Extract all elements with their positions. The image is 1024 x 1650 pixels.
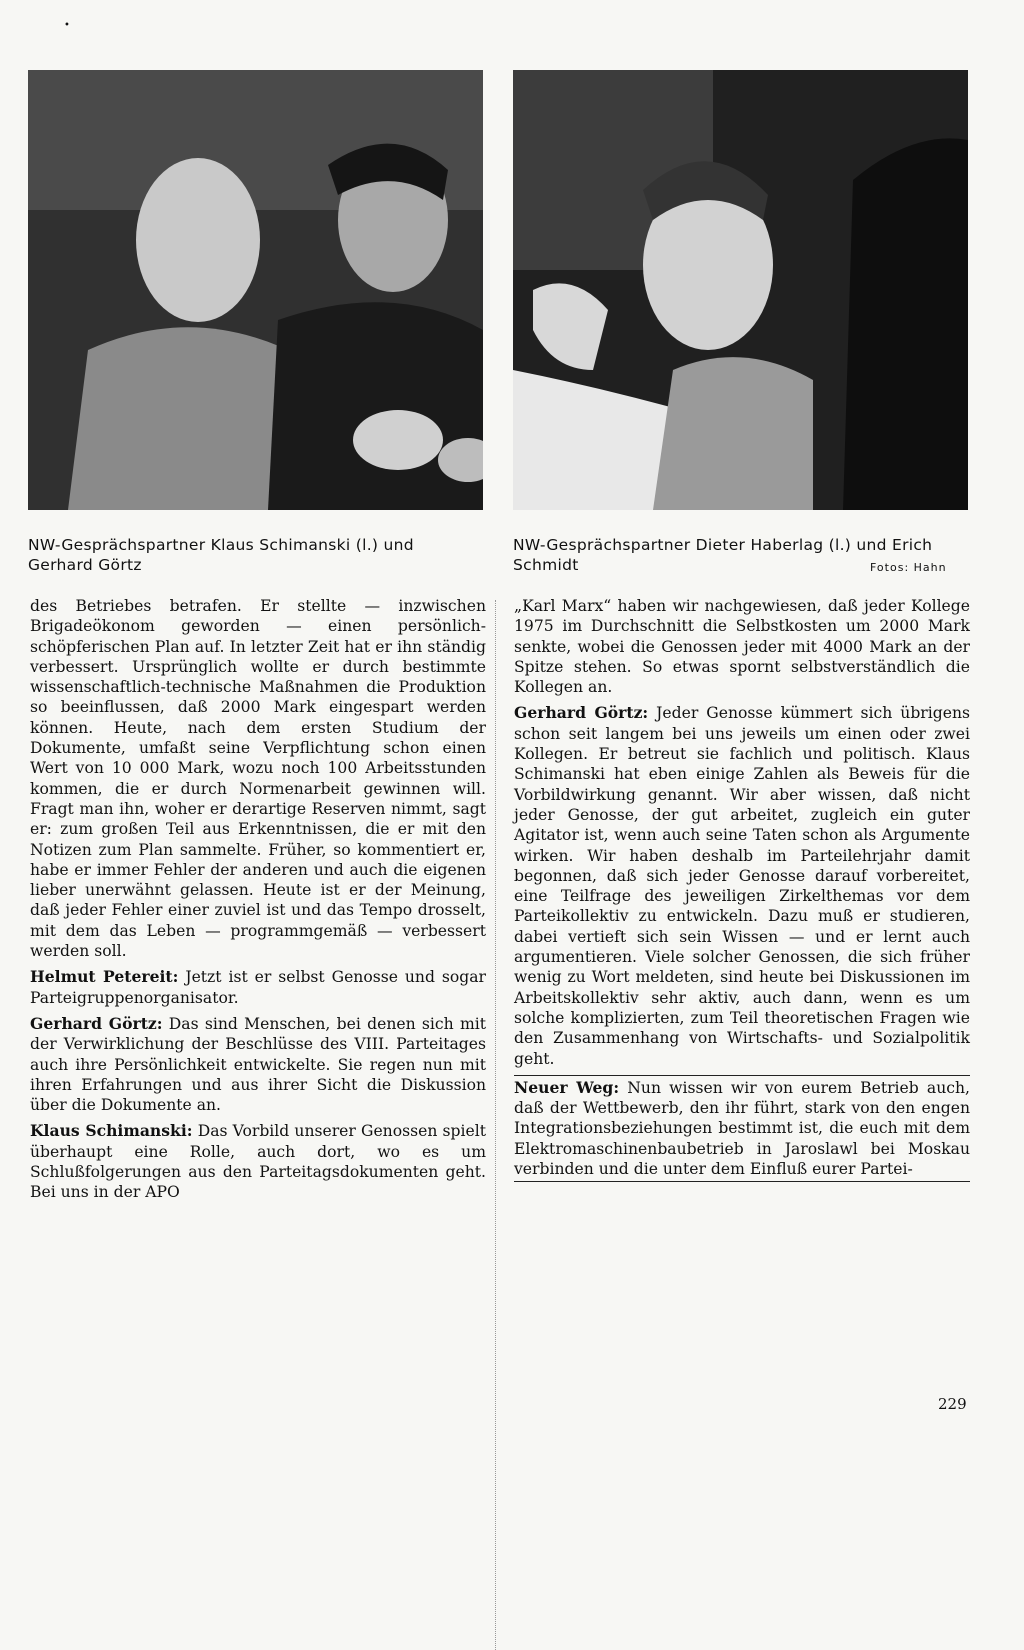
paragraph — [30, 967, 486, 1008]
speaker-text: Nun wissen wir von eurem Betrieb auch, daß der Wettbewerb, den ihr führt, stark von den engen Integrationsbeziehungen bestimmt ist, die euch mit dem Elektromaschinenbaubetrieb in Jaroslawl bei Moskau verbinden und die unter dem Einfluß eurer Partei- — [514, 1078, 970, 1179]
speaker-text: Das sind Menschen, bei denen sich mit der Verwirklichung der Beschlüsse des VIII. Parteitages auch ihre Persönlichkeit entwickelte. Sie regen nun mit ihren Erfahrungen und aus ihrer Sicht die Diskussion über die Dokumente an. — [30, 1014, 486, 1115]
speaker-name: Gerhard Görtz: — [514, 703, 649, 723]
photo-credit: Fotos: Hahn — [870, 561, 947, 574]
photo-schimanski-goertz — [28, 70, 483, 510]
text-column-right — [514, 596, 970, 1188]
column-divider — [495, 600, 496, 1650]
paragraph: „Karl Marx“ haben wir nachgewiesen, daß jeder Kollege 1975 im Durchschnitt die Selbstkosten um 2000 Mark senkte, wobei die Genossen jeder mit 4000 Mark an der Spitze stehen. So etwas spornt selbstverständlich die Kollegen an. — [514, 597, 970, 697]
speaker-text: Jeder Genosse kümmert sich übrigens schon seit langem bei uns jeweils um einen oder zwei Kollegen. Er betreut sie fachlich und politisch. Klaus Schimanski hat eben einige Zahlen als Beweis für die Vorbildwirkung genannt. Wir aber wissen, daß nicht jeder Genosse, der gut arbeitet, zugleich ein guter Agitator ist, wenn auch seine Taten schon als Argumente wirken. Wir haben deshalb im Parteilehrjahr damit begonnen, daß sich jeder Genosse darauf vorbereitet, eine Teilfrage des jeweiligen Zirkelthemas vor dem Parteikollektiv zu entwickeln. Dazu muß er studieren, dabei vertieft sich sein Wissen — und er lernt auch argumentieren. Viele solcher Genossen, die sich früher wenig zu Wort meldeten, sind heute bei Diskussionen im Arbeitskollektiv sehr aktiv, auch dann, wenn es um solche komplizierten, zum Teil theoretischen Fragen wie den Zusammenhang von Wirtschafts- und Sozialpolitik geht. — [514, 704, 970, 1068]
speaker-text: Jetzt ist er selbst Genosse und sogar Parteigruppenorganisator. — [30, 968, 486, 1007]
speaker-name: Gerhard Görtz: — [30, 1013, 163, 1033]
paragraph — [514, 703, 970, 1068]
text-column-left — [30, 596, 486, 1209]
photo-caption-right: NW-Gesprächspartner Dieter Haberlag (l.) und Erich Schmidt — [513, 536, 933, 574]
paragraph-question — [514, 1075, 970, 1182]
photo-caption-left: NW-Gesprächspartner Klaus Schimanski (l.) und Gerhard Görtz — [28, 536, 414, 574]
photo-haberlag-schmidt — [513, 70, 968, 510]
paragraph — [30, 1014, 486, 1115]
speaker-text: Das Vorbild unserer Genossen spielt überhaupt eine Rolle, auch dort, wo es um Schlußfolgerungen aus den Parteitagsdokumenten geht. Bei uns in der APO — [30, 1122, 486, 1202]
speaker-name: Helmut Petereit: — [30, 967, 179, 987]
speaker-name: Klaus Schimanski: — [30, 1121, 193, 1141]
paragraph: des Betriebes betrafen. Er stellte — inzwischen Brigadeökonom geworden — einen persönlich-schöpferischen Plan auf. In letzter Zeit hat er ihn ständig verbessert. Ursprünglich wollte er durch bestimmte wissenschaftlich-technische Maßnahmen die Produktion so beeinflussen, daß 2000 Mark eingespart werden können. Heute, nach dem ersten Studium der Dokumente, umfaßt seine Verpflichtung schon einen Wert von 10 000 Mark, wozu noch 100 Arbeitsstunden kommen, die er durch Normenarbeit gewinnen will. Fragt man ihn, woher er derartige Reserven nimmt, sagt er: zum großen Teil aus Erkenntnissen, die er mit den Notizen zum Plan sammelte. Früher, so kommentiert er, habe er immer Fehler der anderen und auch die eigenen lieber unerwähnt gelassen. Heute ist er der Meinung, daß jeder Fehler einer zuviel ist und das Tempo drosselt, mit dem das Leben — programmgemäß — verbessert werden soll. — [30, 597, 486, 961]
paragraph — [30, 1121, 486, 1202]
print-mark: • — [64, 20, 70, 31]
speaker-name: Neuer Weg: — [514, 1077, 620, 1097]
page-number: 229 — [938, 1395, 967, 1413]
